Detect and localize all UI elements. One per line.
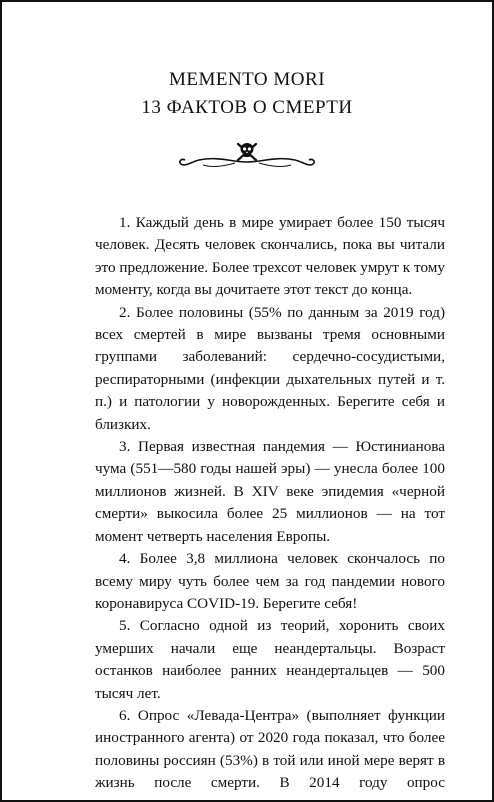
skull-ornament-icon <box>177 140 317 172</box>
facts-text <box>95 212 445 795</box>
title-line-1: MEMENTO MORI <box>168 69 326 90</box>
chapter-title <box>2 66 492 122</box>
fact-paragraph-2: 2. Более половины (55% по данным за 2019 год) всех смертей в мире вызваны тремя основными группами заболеваний: сердечно-сосудистыми, респираторными (инфекции дыхательных путей и т. п.) и патологии у новорожденных. Берегите себя и близких. <box>95 303 445 433</box>
fact-paragraph-1: 1. Каждый день в мире умирает более 150 тысяч человек. Десять человек скончались, пока вы читали это предложение. Более трехсот человек умрут к тому моменту, когда вы дочитаете этот текст до конца. <box>95 214 445 299</box>
fact-paragraph-6: 6. Опрос «Левада-Центра» (выполняет функции иностранного агента) от 2020 года показал, что более половины россиян (53%) в той или иной мере верят в жизнь после смерти. В 2014 году опрос <box>95 706 445 792</box>
title-line-2: 13 ФАКТОВ О СМЕРТИ <box>141 97 353 118</box>
fact-paragraph-4: 4. Более 3,8 миллиона человек скончалось по всему миру чуть более чем за год пандемии нового коронавируса COVID-19. Берегите себя! <box>95 550 445 612</box>
fact-paragraph-5: 5. Согласно одной из теорий, хоронить своих умерших начали еще неандертальцы. Возраст останков наиболее ранних неандертальцев — 500 тысяч лет. <box>95 617 445 702</box>
fact-paragraph-3: 3. Первая известная пандемия — Юстинианова чума (551—580 годы нашей эры) — унесла более 100 миллионов жизней. В XIV веке эпидемия «черной смерти» выкосила более 25 миллионов — на тот момент четверть населения Европы. <box>95 438 445 545</box>
